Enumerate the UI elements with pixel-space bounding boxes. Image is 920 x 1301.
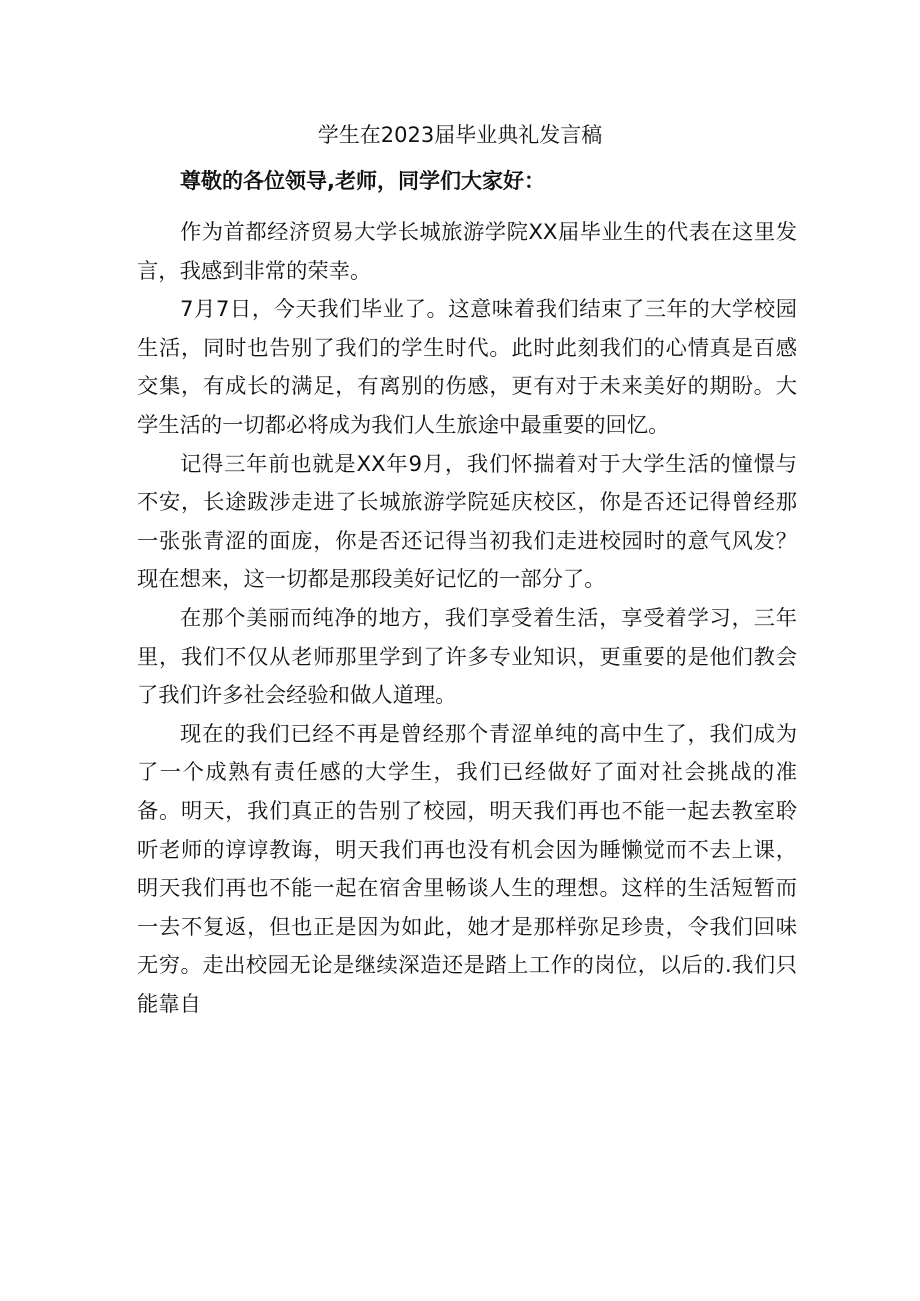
paragraph-1: 作为首都经济贸易大学长城旅游学院XX届毕业生的代表在这里发言，我感到非常的荣幸。	[137, 220, 797, 284]
paragraph-3: 记得三年前也就是XX年9月，我们怀揣着对于大学生活的憧憬与不安，长途跋涉走进了长城旅游学院延庆校区，你是否还记得曾经那一张张青涩的面庞，你是否还记得当初我们走进校园时的意气风发？现在想来，这一切都是那段美好记忆的一部分了。	[137, 451, 797, 593]
paragraph-4: 在那个美丽而纯净的地方，我们享受着生活，享受着学习，三年里，我们不仅从老师那里学到了许多专业知识，更重要的是他们教会了我们许多社会经验和做人道理。	[137, 605, 797, 709]
document-body	[137, 214, 797, 1024]
greeting-line: 尊敬的各位领导,老师，同学们大家好：	[180, 169, 545, 193]
paragraph-5: 现在的我们已经不再是曾经那个青涩单纯的高中生了，我们成为了一个成熟有责任感的大学生，我们已经做好了面对社会挑战的准备。明天，我们真正的告别了校园，明天我们再也不能一起去教室聆听老师的谆谆教诲，明天我们再也没有机会因为睡懒觉而不去上课，明天我们再也不能一起在宿舍里畅谈人生的理想。这样的生活短暂而一去不复返，但也正是因为如此，她才是那样弥足珍贵，令我们回味无穷。走出校园无论是继续深造还是踏上工作的岗位，以后的.我们只能靠自	[137, 721, 797, 1017]
document-title: 学生在2023届毕业典礼发言稿	[317, 123, 603, 147]
paragraph-2: 7月7日，今天我们毕业了。这意味着我们结束了三年的大学校园生活，同时也告别了我们的学生时代。此时此刻我们的心情真是百感交集，有成长的满足，有离别的伤感，更有对于未来美好的期盼。大学生活的一切都必将成为我们人生旅途中最重要的回忆。	[137, 297, 797, 438]
